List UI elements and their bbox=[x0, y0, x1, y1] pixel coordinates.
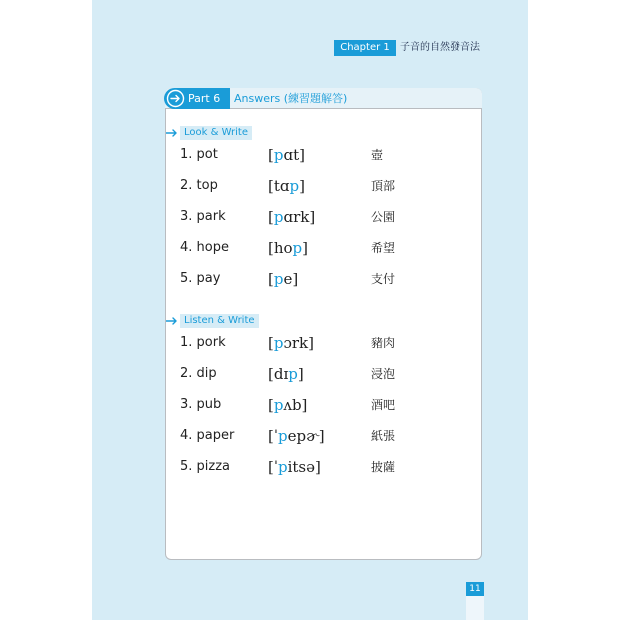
page-number: 11 bbox=[466, 582, 484, 596]
word: 2. dip bbox=[180, 366, 217, 381]
phonetic: [pɑrk] bbox=[268, 208, 316, 226]
arrow-right-icon bbox=[166, 317, 178, 325]
list-item bbox=[0, 426, 620, 446]
meaning: 紙張 bbox=[371, 429, 396, 443]
section-label: Look & Write bbox=[180, 126, 252, 140]
word: 5. pay bbox=[180, 271, 221, 286]
meaning: 酒吧 bbox=[371, 398, 396, 412]
meaning: 浸泡 bbox=[371, 367, 396, 381]
part-title: Answers (練習題解答) bbox=[234, 92, 348, 105]
phonetic: [ˈpitsə] bbox=[268, 458, 321, 476]
list-item bbox=[0, 145, 620, 165]
word: 4. paper bbox=[180, 428, 235, 443]
list-item bbox=[0, 238, 620, 258]
list-item bbox=[0, 364, 620, 384]
word: 2. top bbox=[180, 178, 218, 193]
word: 4. hope bbox=[180, 240, 229, 255]
meaning: 頂部 bbox=[371, 179, 396, 193]
page-number-strip bbox=[466, 596, 484, 620]
arrow-right-icon bbox=[166, 129, 178, 137]
word: 3. park bbox=[180, 209, 226, 224]
list-item bbox=[0, 269, 620, 289]
meaning: 披薩 bbox=[371, 460, 396, 474]
chapter-label: Chapter 1 bbox=[334, 40, 396, 56]
section-label: Listen & Write bbox=[180, 314, 259, 328]
meaning: 豬肉 bbox=[371, 336, 396, 350]
meaning: 希望 bbox=[371, 241, 396, 255]
chapter-title: 子音的自然發音法 bbox=[400, 42, 480, 53]
list-item bbox=[0, 207, 620, 227]
phonetic: [ˈpepɚ] bbox=[268, 427, 325, 445]
phonetic: [tɑp] bbox=[268, 177, 305, 195]
word: 3. pub bbox=[180, 397, 222, 412]
meaning: 壺 bbox=[371, 148, 384, 162]
list-item bbox=[0, 333, 620, 353]
word: 5. pizza bbox=[180, 459, 231, 474]
list-item bbox=[0, 395, 620, 415]
phonetic: [pe] bbox=[268, 270, 299, 288]
arrow-circle-right-icon bbox=[166, 89, 185, 108]
meaning: 公園 bbox=[371, 210, 396, 224]
phonetic: [pɑt] bbox=[268, 146, 305, 164]
part-label: Part 6 bbox=[188, 92, 221, 105]
word: 1. pork bbox=[180, 335, 226, 350]
phonetic: [pɔrk] bbox=[268, 334, 314, 352]
list-item bbox=[0, 457, 620, 477]
phonetic: [hop] bbox=[268, 239, 309, 257]
list-item bbox=[0, 176, 620, 196]
phonetic: [dɪp] bbox=[268, 365, 304, 383]
phonetic: [pʌb] bbox=[268, 396, 308, 414]
word: 1. pot bbox=[180, 147, 218, 162]
meaning: 支付 bbox=[371, 272, 396, 286]
